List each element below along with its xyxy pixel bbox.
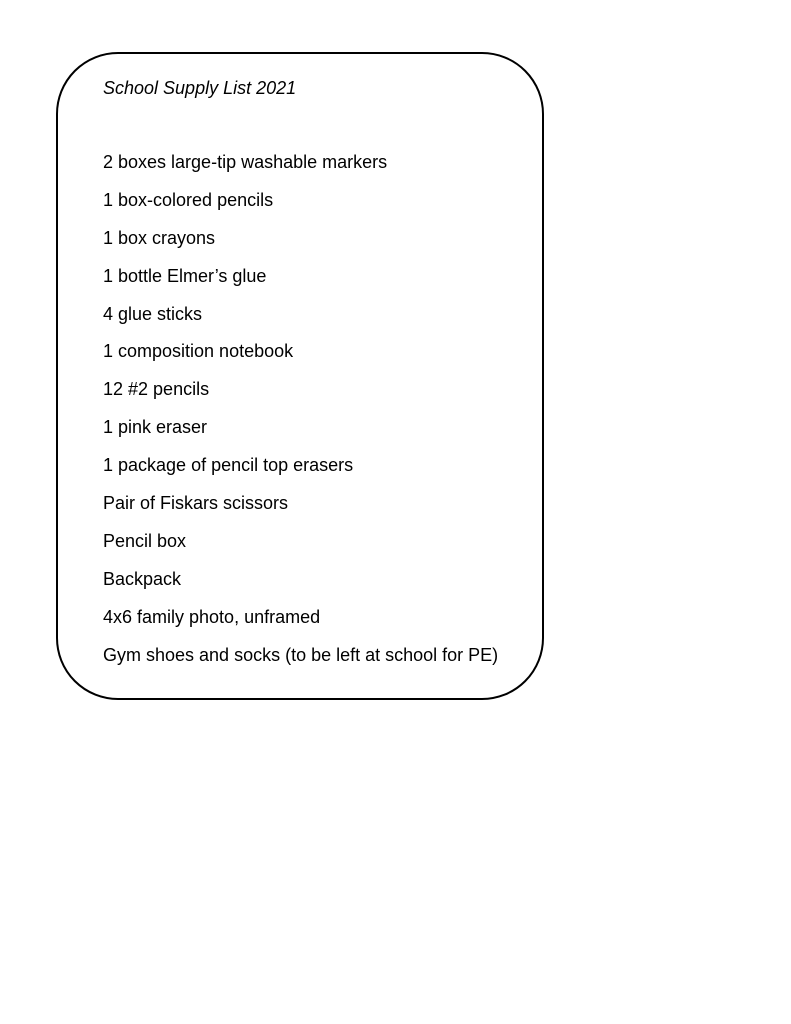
list-item: 12 #2 pencils <box>103 379 210 400</box>
list-item: 1 package of pencil top erasers <box>103 455 354 476</box>
list-item: 4x6 family photo, unframed <box>103 606 321 627</box>
list-item: 1 box crayons <box>103 227 216 248</box>
list-item: 1 pink eraser <box>103 417 208 438</box>
list-item: 4 glue sticks <box>103 303 203 324</box>
list-item: Pair of Fiskars scissors <box>103 493 289 514</box>
list-item: 1 box-colored pencils <box>103 189 274 210</box>
list-item: 1 composition notebook <box>103 341 294 362</box>
list-title: School Supply List 2021 <box>103 78 297 98</box>
supply-list <box>103 150 498 680</box>
list-item: Backpack <box>103 568 182 589</box>
list-item: 1 bottle Elmer’s glue <box>103 265 267 286</box>
list-item: Gym shoes and socks (to be left at school for PE) <box>103 644 499 665</box>
list-item: Pencil box <box>103 530 187 551</box>
list-item: 2 boxes large-tip washable markers <box>103 152 388 172</box>
